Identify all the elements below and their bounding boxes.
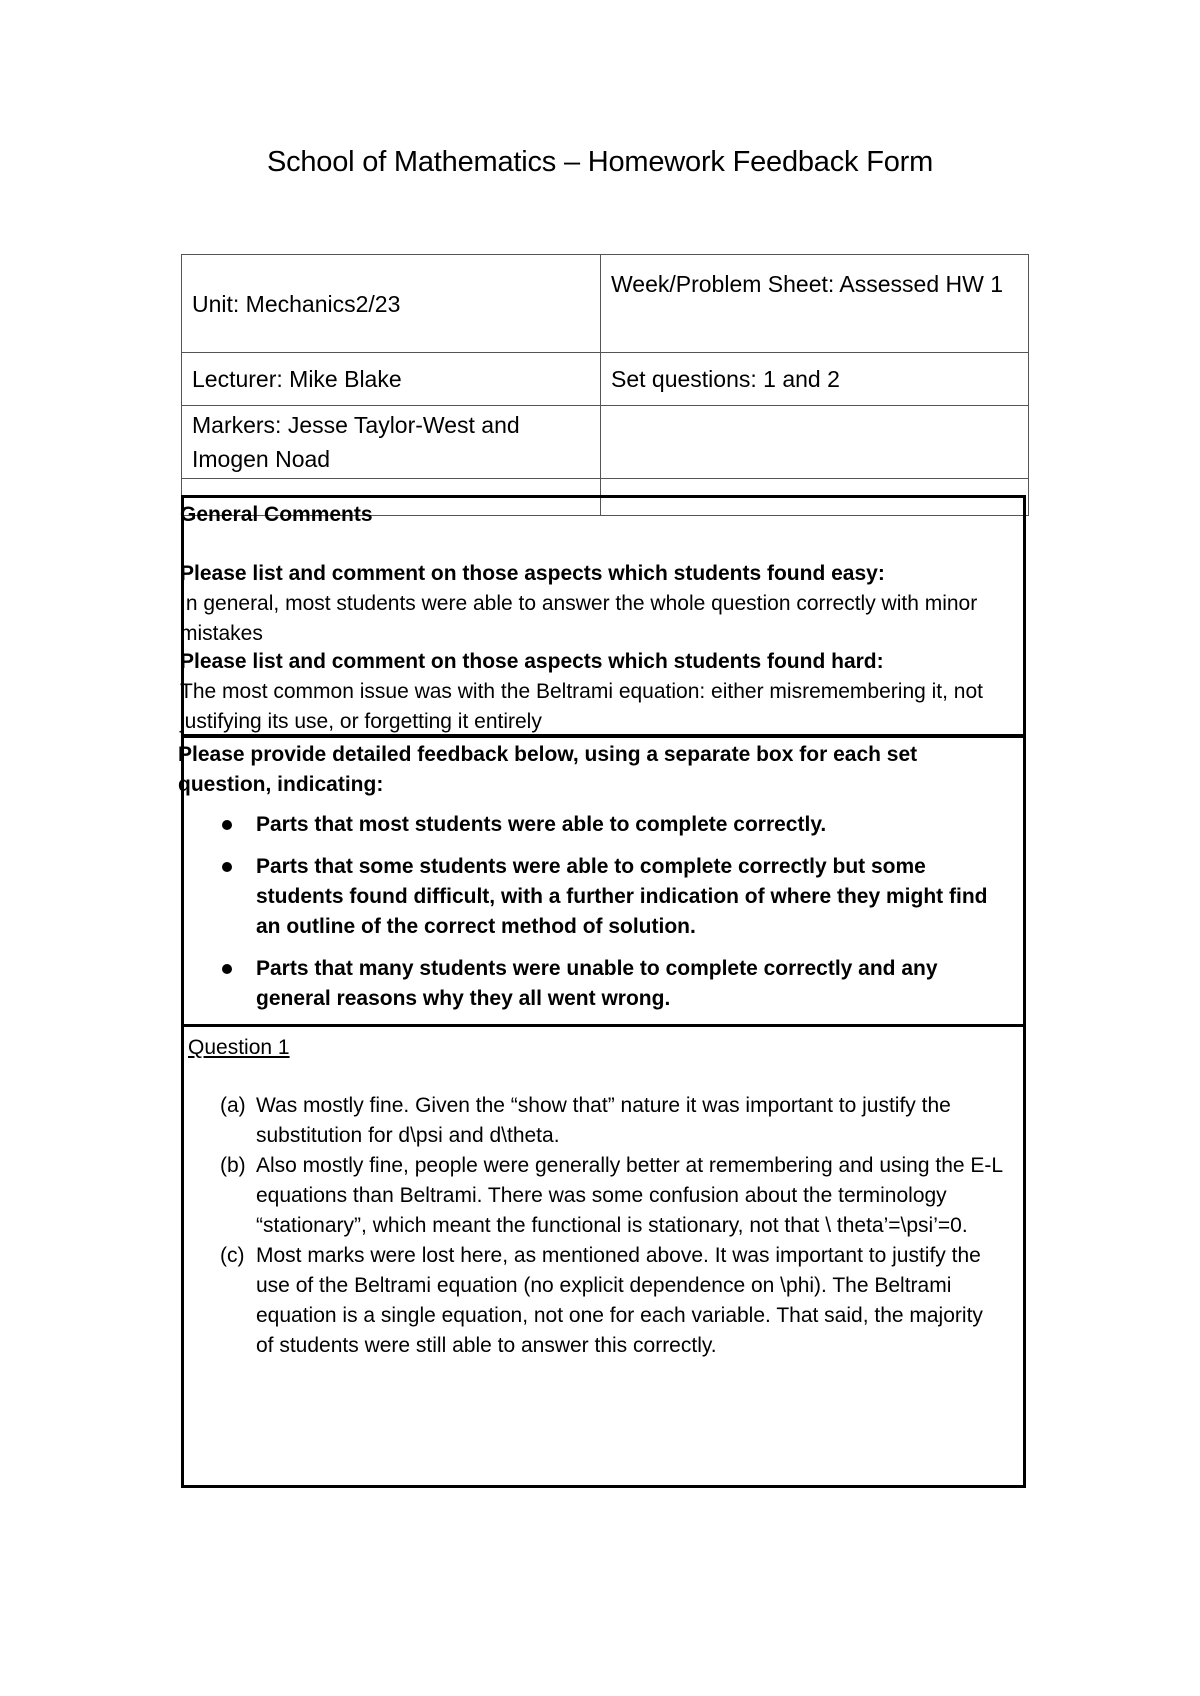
general-comments-box: [181, 495, 1026, 737]
bullet-icon: [222, 862, 232, 872]
markers-right-cell: [601, 406, 1029, 479]
feedback-instructions: Please provide detailed feedback below, using a separate box for each set question, indicating:: [178, 743, 918, 796]
list-item: [184, 1241, 1024, 1361]
feedback-bullet-list: [184, 810, 1024, 1026]
lecturer-cell: Lecturer: Mike Blake: [182, 353, 601, 406]
item-marker: (a): [220, 1094, 246, 1117]
bullet-text: Parts that many students were unable to complete correctly and any general reasons why they all went wrong.: [256, 957, 938, 1010]
hard-aspects-prompt: Please list and comment on those aspects which students found hard:: [180, 650, 884, 673]
table-row: [182, 406, 1029, 479]
info-table: [181, 254, 1029, 516]
list-item: [184, 852, 1024, 942]
list-item: [184, 1091, 1024, 1151]
table-row: [182, 255, 1029, 353]
item-marker: (b): [220, 1154, 246, 1177]
bullet-icon: [222, 964, 232, 974]
question-1-items: [184, 1091, 1024, 1361]
unit-cell: Unit: Mechanics2/23: [182, 255, 601, 353]
table-row: [182, 353, 1029, 406]
question-1-box: [181, 1024, 1026, 1488]
item-text: Also mostly fine, people were generally better at remembering and using the E-L equations than Beltrami. There was some confusion about the terminology “stationary”, which meant the functional is stationary, not that \ theta’=\psi’=0.: [256, 1154, 1003, 1237]
bullet-icon: [222, 820, 232, 830]
detailed-feedback-box: [178, 735, 1026, 1027]
bullet-text: Parts that most students were able to complete correctly.: [256, 813, 827, 836]
question-1-title: Question 1: [188, 1036, 290, 1059]
easy-aspects-answer: In general, most students were able to answer the whole question correctly with minor mistakes: [180, 592, 978, 645]
bullet-text: Parts that some students were able to complete correctly but some students found difficult, with a further indication of where they might find an outline of the correct method of solution.: [256, 855, 988, 938]
page-title: School of Mathematics – Homework Feedback Form: [266, 146, 934, 178]
set-questions-cell: Set questions: 1 and 2: [601, 353, 1029, 406]
item-text: Was mostly fine. Given the “show that” nature it was important to justify the substitution for d\psi and d\theta.: [256, 1094, 951, 1147]
item-marker: (c): [220, 1244, 245, 1267]
general-comments-heading: General Comments: [180, 503, 373, 526]
list-item: [184, 1151, 1024, 1241]
markers-cell: Markers: Jesse Taylor-West and Imogen Noad: [182, 406, 601, 479]
list-item: [184, 810, 1024, 840]
week-cell: Week/Problem Sheet: Assessed HW 1: [601, 255, 1029, 353]
item-text: Most marks were lost here, as mentioned above. It was important to justify the use of the Beltrami equation (no explicit dependence on \phi). The Beltrami equation is a single equation, not one for each variable. That said, the majority of students were still able to answer this correctly.: [256, 1244, 983, 1357]
list-item: [184, 954, 1024, 1014]
hard-aspects-answer: The most common issue was with the Beltrami equation: either misremembering it, not justifying its use, or forgetting it entirely: [180, 680, 983, 733]
easy-aspects-prompt: Please list and comment on those aspects which students found easy:: [180, 562, 885, 585]
